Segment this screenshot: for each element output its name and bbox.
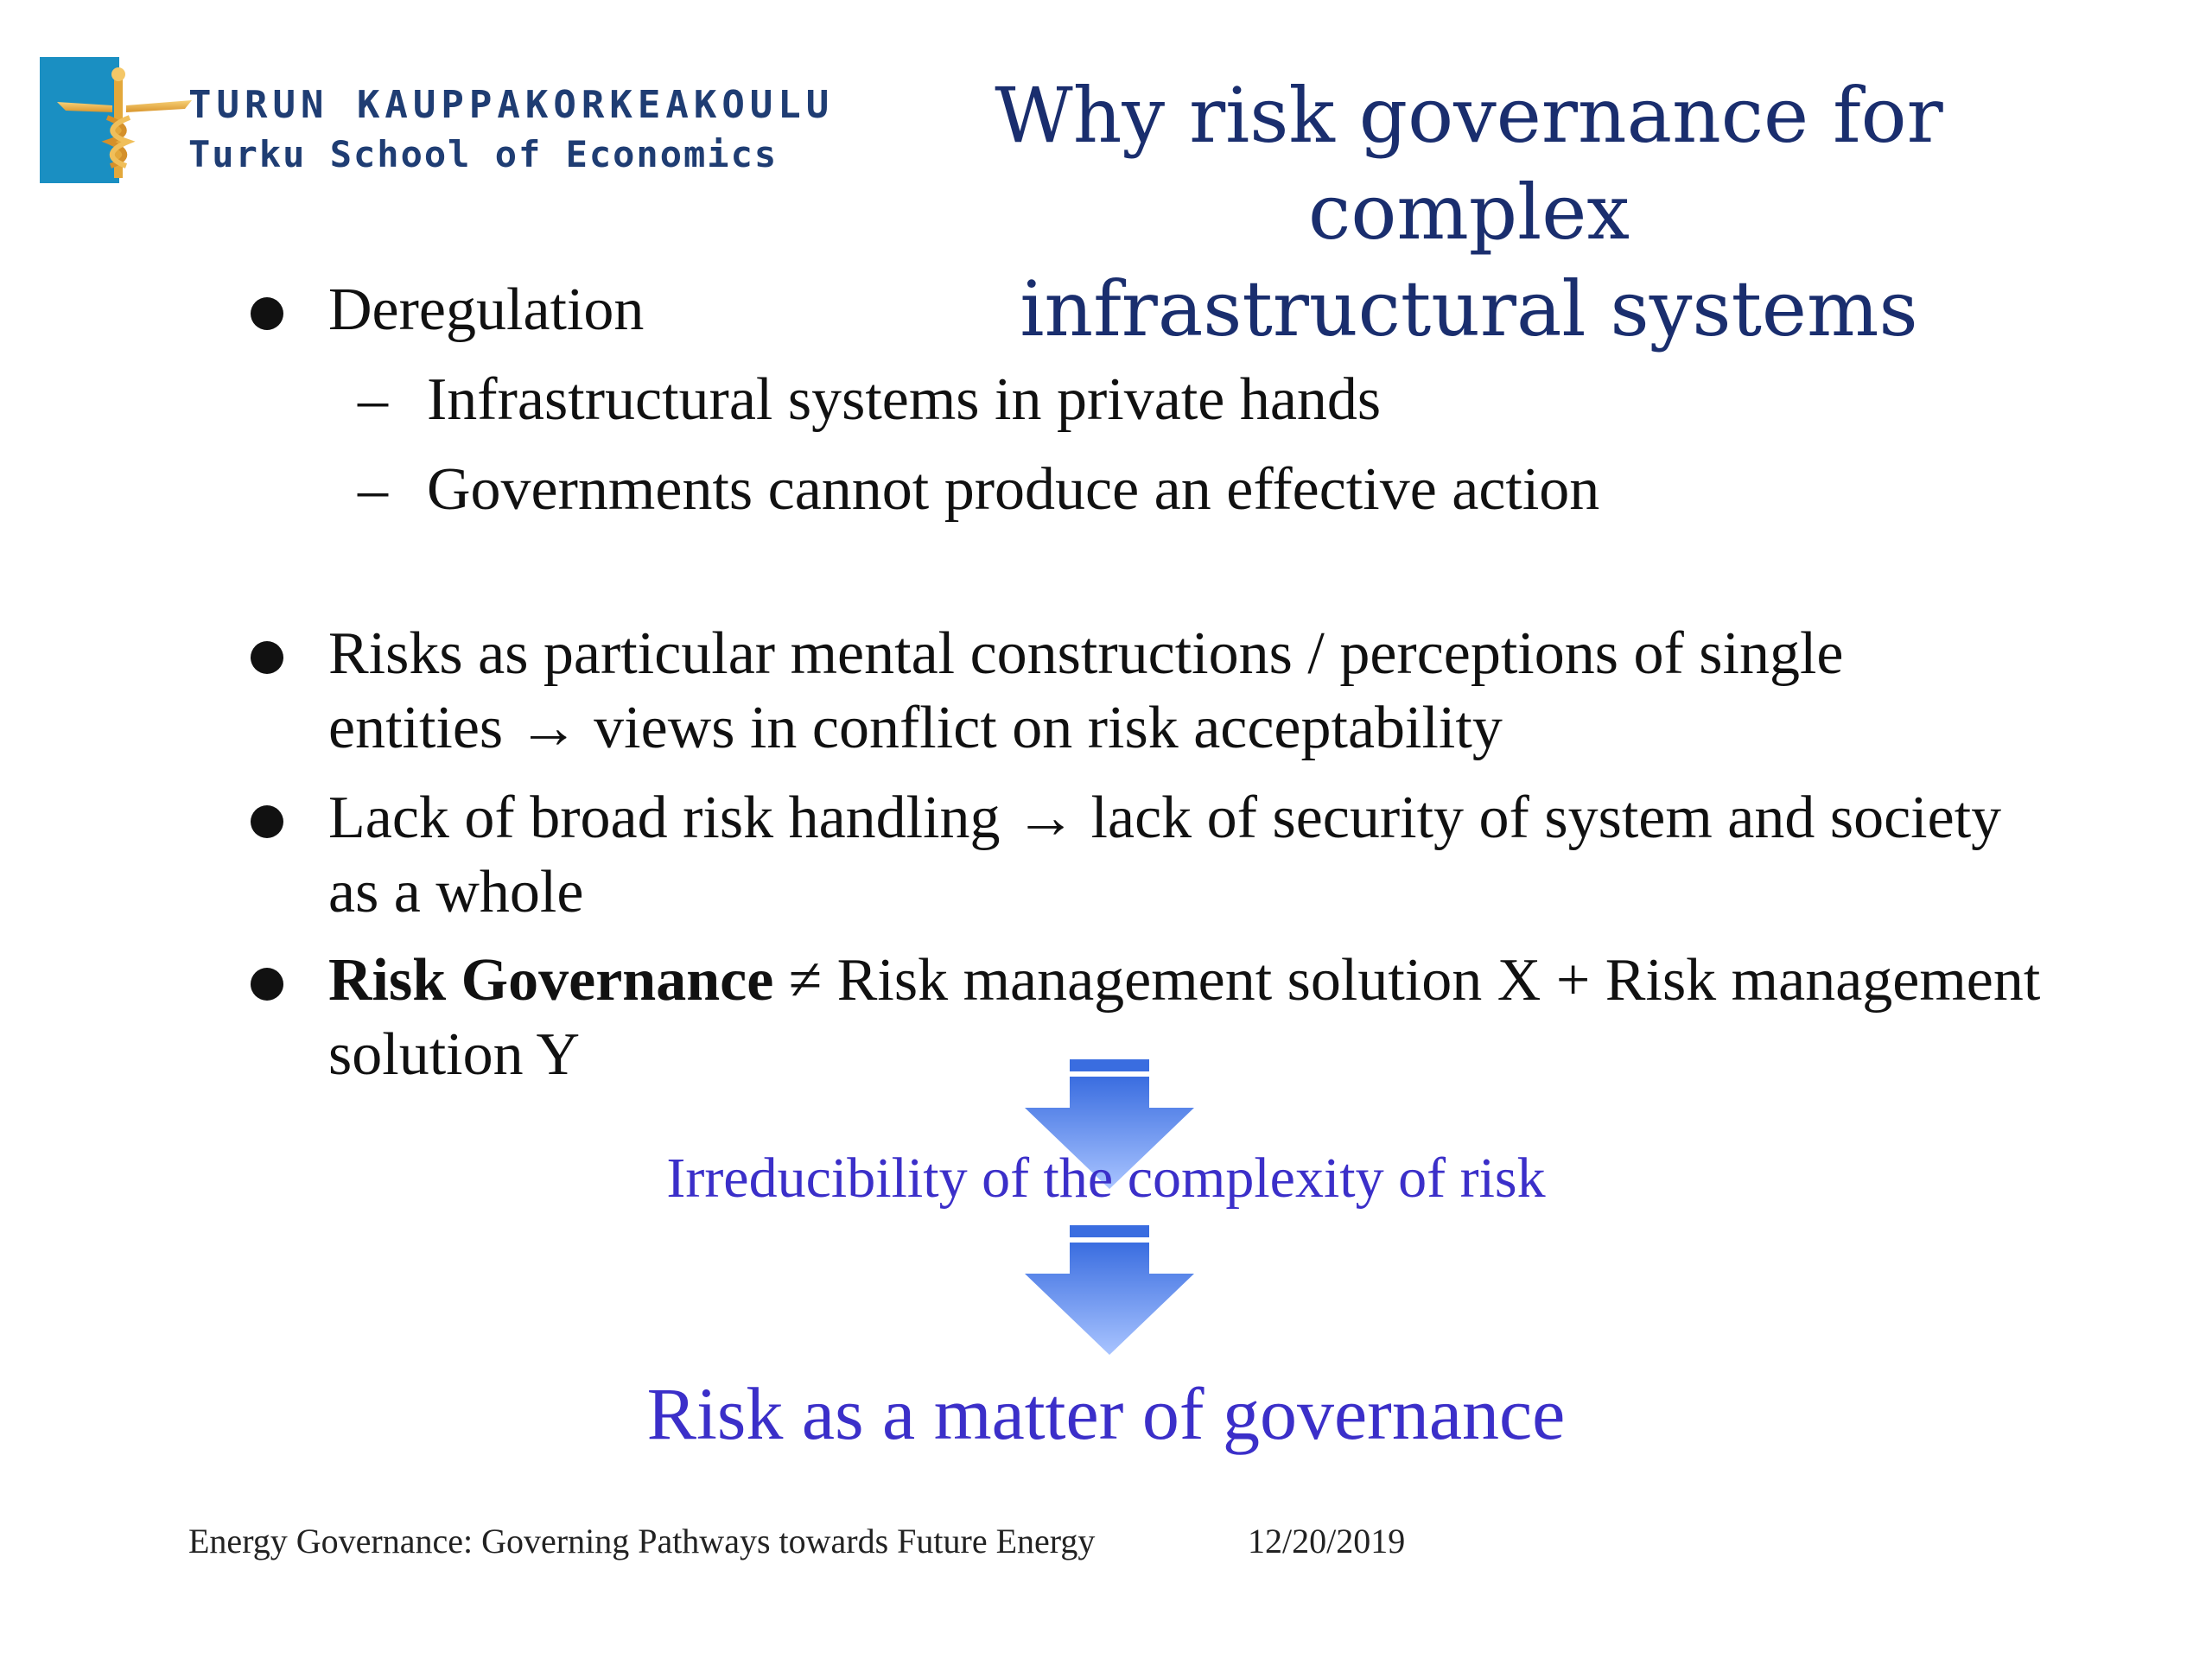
title-line-1: Why risk governance for complex [995,71,1943,257]
bullet-risk-perceptions [328,617,2108,766]
footer-text: Energy Governance: Governing Pathways towards Future Energy [188,1522,1096,1560]
dash-marker: – [358,366,388,433]
bullet-deregulation [328,273,2108,347]
caduceus-icon [40,57,195,187]
bullet-risk-governance [328,944,2108,1092]
bullet-lack-of-handling [328,781,2108,930]
sub-bullet-private-hands [358,363,2069,437]
title-line-2: infrastructural systems [1020,264,1918,353]
bullet-line-2: solution Y [328,1021,581,1088]
dash-marker: – [358,456,388,523]
logo-text-finnish: TURUN KAUPPAKORKEAKOULU [188,83,835,127]
bullet-line-1: Lack of broad risk handling → lack of security of system and society [328,785,2002,851]
bullet-line-1: Risks as particular mental constructions / perceptions of single [328,620,1844,687]
conclusion-governance: Risk as a matter of governance [646,1372,1566,1455]
bullet-line-2: entities → views in conflict on risk acceptability [328,695,1503,761]
school-logo [40,57,835,187]
bullet-rest: ≠ Risk management solution X + Risk management [773,947,2041,1014]
footer-date: 12/20/2019 [1248,1522,1406,1560]
sub-bullet-governments [358,453,2069,527]
bullet-dot [251,805,283,838]
bullet-text: Deregulation [328,276,645,343]
bullet-dot [251,297,283,330]
down-arrow-icon [1025,1225,1194,1355]
bold-term: Risk Governance [328,947,774,1014]
logo-text-english: Turku School of Economics [188,133,779,175]
conclusion-irreducibility: Irreducibility of the complexity of risk [666,1147,1546,1210]
bullet-dot [251,641,283,674]
bullet-dot [251,968,283,1001]
sub-bullet-text: Infrastructural systems in private hands [427,366,1382,433]
bullet-line-2: as a whole [328,859,584,925]
bullet-line-1 [328,944,2108,1018]
sub-bullet-text: Governments cannot produce an effective action [427,456,1600,523]
